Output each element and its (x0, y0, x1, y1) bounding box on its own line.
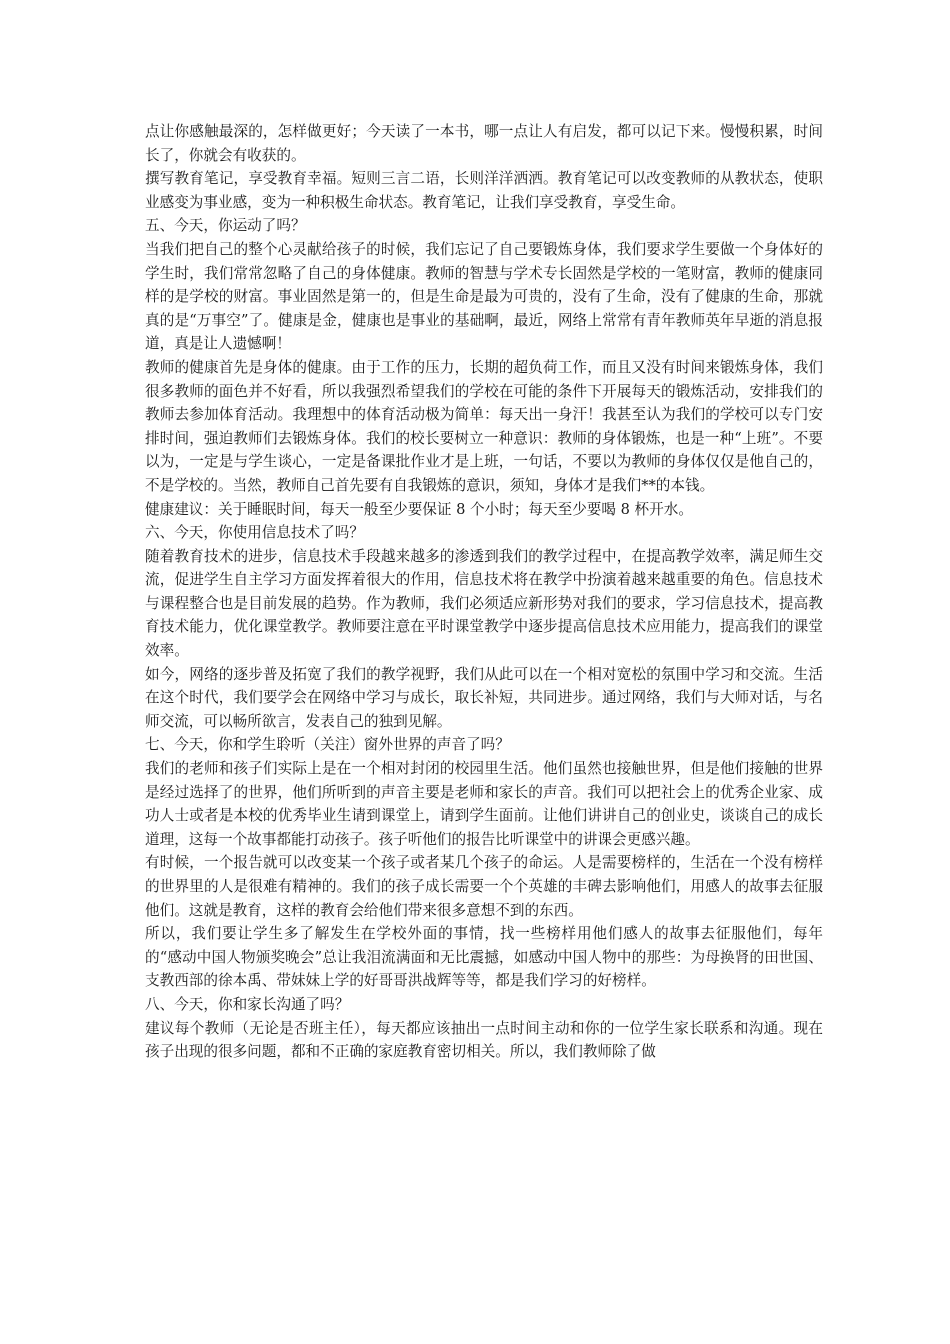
paragraph: 随着教育技术的进步，信息技术手段越来越多的渗透到我们的教学过程中，在提高教学效率，满足师生交流，促进学生自主学习方面发挥着很大的作用，信息技术将在教学中扮演着越来越重要的角色。信息技术与课程整合也是目前发展的趋势。作为教师，我们必须适应新形势对我们的要求，学习信息技术，提高教育技术能力，优化课堂教学。教师要注意在平时课堂教学中逐步提高信息技术应用能力，提高我们的课堂效率。 (145, 547, 823, 660)
paragraph: 如今，网络的逐步普及拓宽了我们的教学视野，我们从此可以在一个相对宽松的氛围中学习和交流。生活在这个时代，我们要学会在网络中学习与成长，取长补短，共同进步。通过网络，我们与大师对话，与名师交流，可以畅所欲言，发表自己的独到见解。 (145, 665, 823, 730)
paragraph: 当我们把自己的整个心灵献给孩子的时候，我们忘记了自己要锻炼身体，我们要求学生要做一个身体好的学生时，我们常常忽略了自己的身体健康。教师的智慧与学术专长固然是学校的一笔财富，教师的健康同样的是学校的财富。事业固然是第一的，但是生命是最为可贵的，没有了生命，没有了健康的生命，那就真的是“万事空”了。健康是金，健康也是事业的基础啊，最近，网络上常常有青年教师英年早逝的消息报道，真是让人遗憾啊！ (145, 240, 823, 353)
section-heading: 七、今天，你和学生聆听（关注）窗外世界的声音了吗？ (145, 736, 510, 754)
paragraph: 建议每个教师（无论是否班主任），每天都应该抽出一点时间主动和你的一位学生家长联系和沟通。现在孩子出现的很多问题，都和不正确的家庭教育密切相关。所以，我们教师除了做 (145, 1019, 823, 1061)
paragraph: 撰写教育笔记，享受教育幸福。短则三言二语，长则洋洋洒洒。教育笔记可以改变教师的从教状态，使职业感变为事业感，变为一种积极生命状态。教育笔记，让我们享受教育，享受生命。 (145, 170, 823, 211)
paragraph: 教师的健康首先是身体的健康。由于工作的压力，长期的超负荷工作，而且又没有时间来锻炼身体，我们很多教师的面色并不好看，所以我强烈希望我们的学校在可能的条件下开展每天的锻炼活动，安排我们的教师去参加体育活动。我理想中的体育活动极为简单：每天出一身汗！我甚至认为我们的学校可以专门安排时间，强迫教师们去锻炼身体。我们的校长要树立一种意识：教师的身体锻炼，也是一种“上班”。不要以为，一定是与学生谈心，一定是备课批作业才是上班，一句话，不要以为教师的身体仅仅是他自己的，不是学校的。当然，教师自己首先要有自我锻炼的意识，须知，身体才是我们**的本钱。 (145, 358, 823, 494)
paragraph: 健康建议：关于睡眠时间，每天一般至少要保证 8 个小时；每天至少要喝 8 杯开水。 (145, 500, 693, 518)
paragraph: 我们的老师和孩子们实际上是在一个相对封闭的校园里生活。他们虽然也接触世界，但是他们接触的世界是经过选择了的世界，他们所听到的声音主要是老师和家长的声音。我们可以把社会上的优秀企业家、成功人士或者是本校的优秀毕业生请到课堂上，请到学生面前。让他们讲讲自己的创业史，谈谈自己的成长道理，这每一个故事都能打动孩子。孩子听他们的报告比听课堂中的讲课会更感兴趣。 (145, 760, 823, 848)
section-heading: 八、今天，你和家长沟通了吗？ (145, 995, 350, 1013)
document-body (145, 120, 823, 1064)
section-heading: 五、今天，你运动了吗？ (145, 217, 306, 235)
paragraph: 所以，我们要让学生多了解发生在学校外面的事情，找一些榜样用他们感人的故事去征服他们，每年的“感动中国人物颁奖晚会”总让我泪流满面和无比震撼，如感动中国人物中的那些：为母换肾的田世国、支教西部的徐本禹、带妹妹上学的好哥哥洪战辉等等，都是我们学习的好榜样。 (145, 925, 823, 990)
paragraph: 点让你感触最深的，怎样做更好；今天读了一本书，哪一点让人有启发，都可以记下来。慢慢积累，时间长了，你就会有收获的。 (145, 123, 823, 164)
paragraph: 有时候，一个报告就可以改变某一个孩子或者某几个孩子的命运。人是需要榜样的，生活在一个没有榜样的世界里的人是很难有精神的。我们的孩子成长需要一个个英雄的丰碑去影响他们，用感人的故事去征服他们。这就是教育，这样的教育会给他们带来很多意想不到的东西。 (145, 854, 823, 919)
section-heading: 六、今天，你使用信息技术了吗？ (145, 524, 364, 542)
